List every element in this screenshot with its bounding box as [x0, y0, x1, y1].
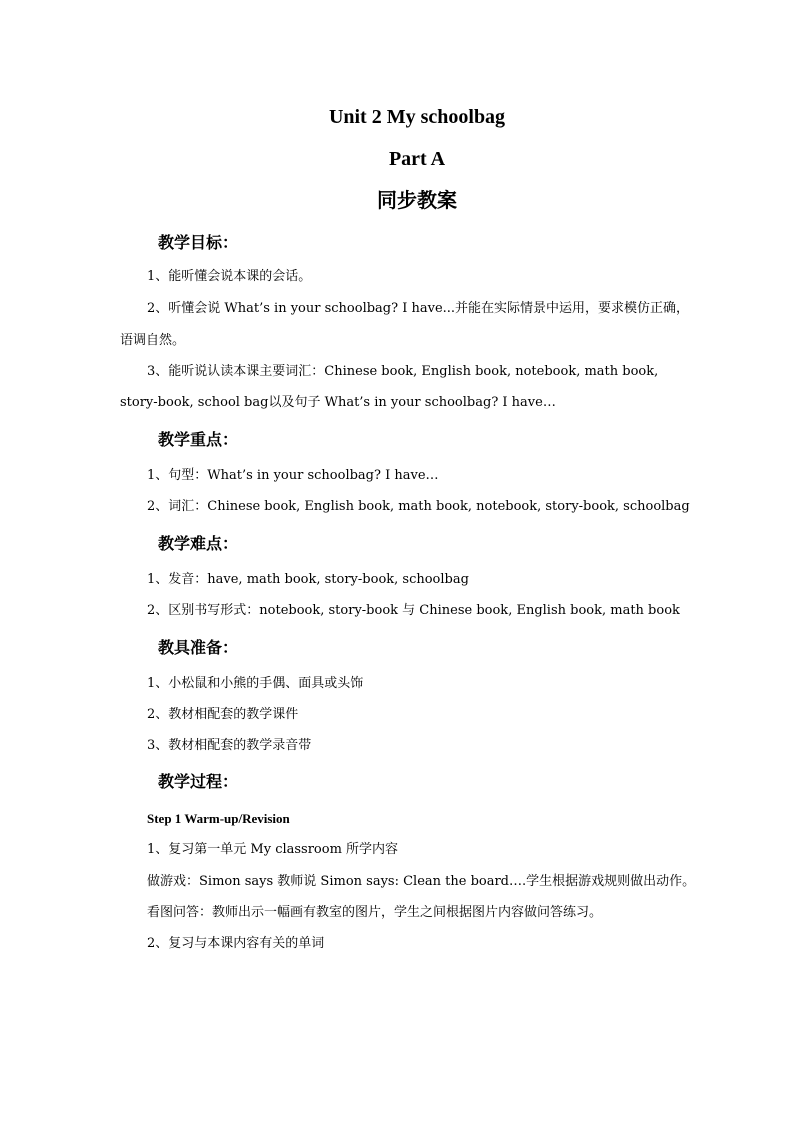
- key-point-item-2: 2、词汇：Chinese book, English book, math book, notebook, story-book, schoolbag: [147, 499, 690, 514]
- process-item-1: 1、复习第一单元 My classroom 所学内容: [147, 842, 399, 857]
- process-item-2: 2、复习与本课内容有关的单词: [147, 936, 325, 951]
- process-item-picture-qa: 看图问答：教师出示一幅画有教室的图片，学生之间根据图片内容做问答练习。: [147, 905, 603, 920]
- document-subtitle: Part A: [388, 148, 446, 170]
- process-item-game: 做游戏：Simon says 教师说 Simon says: Clean the board….学生根据游戏规则做出动作。: [147, 874, 696, 889]
- step-1-heading: Step 1 Warm-up/Revision: [147, 811, 290, 826]
- difficulties-heading: 教学难点：: [158, 534, 239, 553]
- process-heading: 教学过程：: [158, 772, 239, 791]
- objectives-heading: 教学目标：: [158, 233, 239, 252]
- objective-item-2-continued: 语调自然。: [120, 333, 186, 348]
- difficulty-item-1: 1、发音：have, math book, story-book, schoolbag: [147, 572, 469, 587]
- objective-item-2: 2、听懂会说 What’s in your schoolbag? I have...并能在实际情景中运用，要求模仿正确，: [147, 301, 690, 316]
- objective-item-3-continued: story-book, school bag以及句子 What’s in your schoolbag? I have…: [120, 395, 556, 410]
- materials-heading: 教具准备：: [158, 638, 239, 657]
- objective-item-3: 3、能听说认读本课主要词汇：Chinese book, English book, notebook, math book,: [147, 364, 659, 379]
- material-item-1: 1、小松鼠和小熊的手偶、面具或头饰: [147, 676, 364, 691]
- material-item-3: 3、教材相配套的教学录音带: [147, 738, 312, 753]
- document-title: Unit 2 My schoolbag: [328, 106, 506, 128]
- objective-item-1: 1、能听懂会说本课的会话。: [147, 269, 312, 284]
- difficulty-item-2: 2、区别书写形式：notebook, story-book 与 Chinese book, English book, math book: [147, 603, 680, 618]
- key-points-heading: 教学重点：: [158, 430, 239, 449]
- key-point-item-1: 1、句型：What’s in your schoolbag? I have…: [147, 468, 439, 483]
- material-item-2: 2、教材相配套的教学课件: [147, 707, 299, 722]
- document-subtitle-2: 同步教案: [377, 188, 457, 212]
